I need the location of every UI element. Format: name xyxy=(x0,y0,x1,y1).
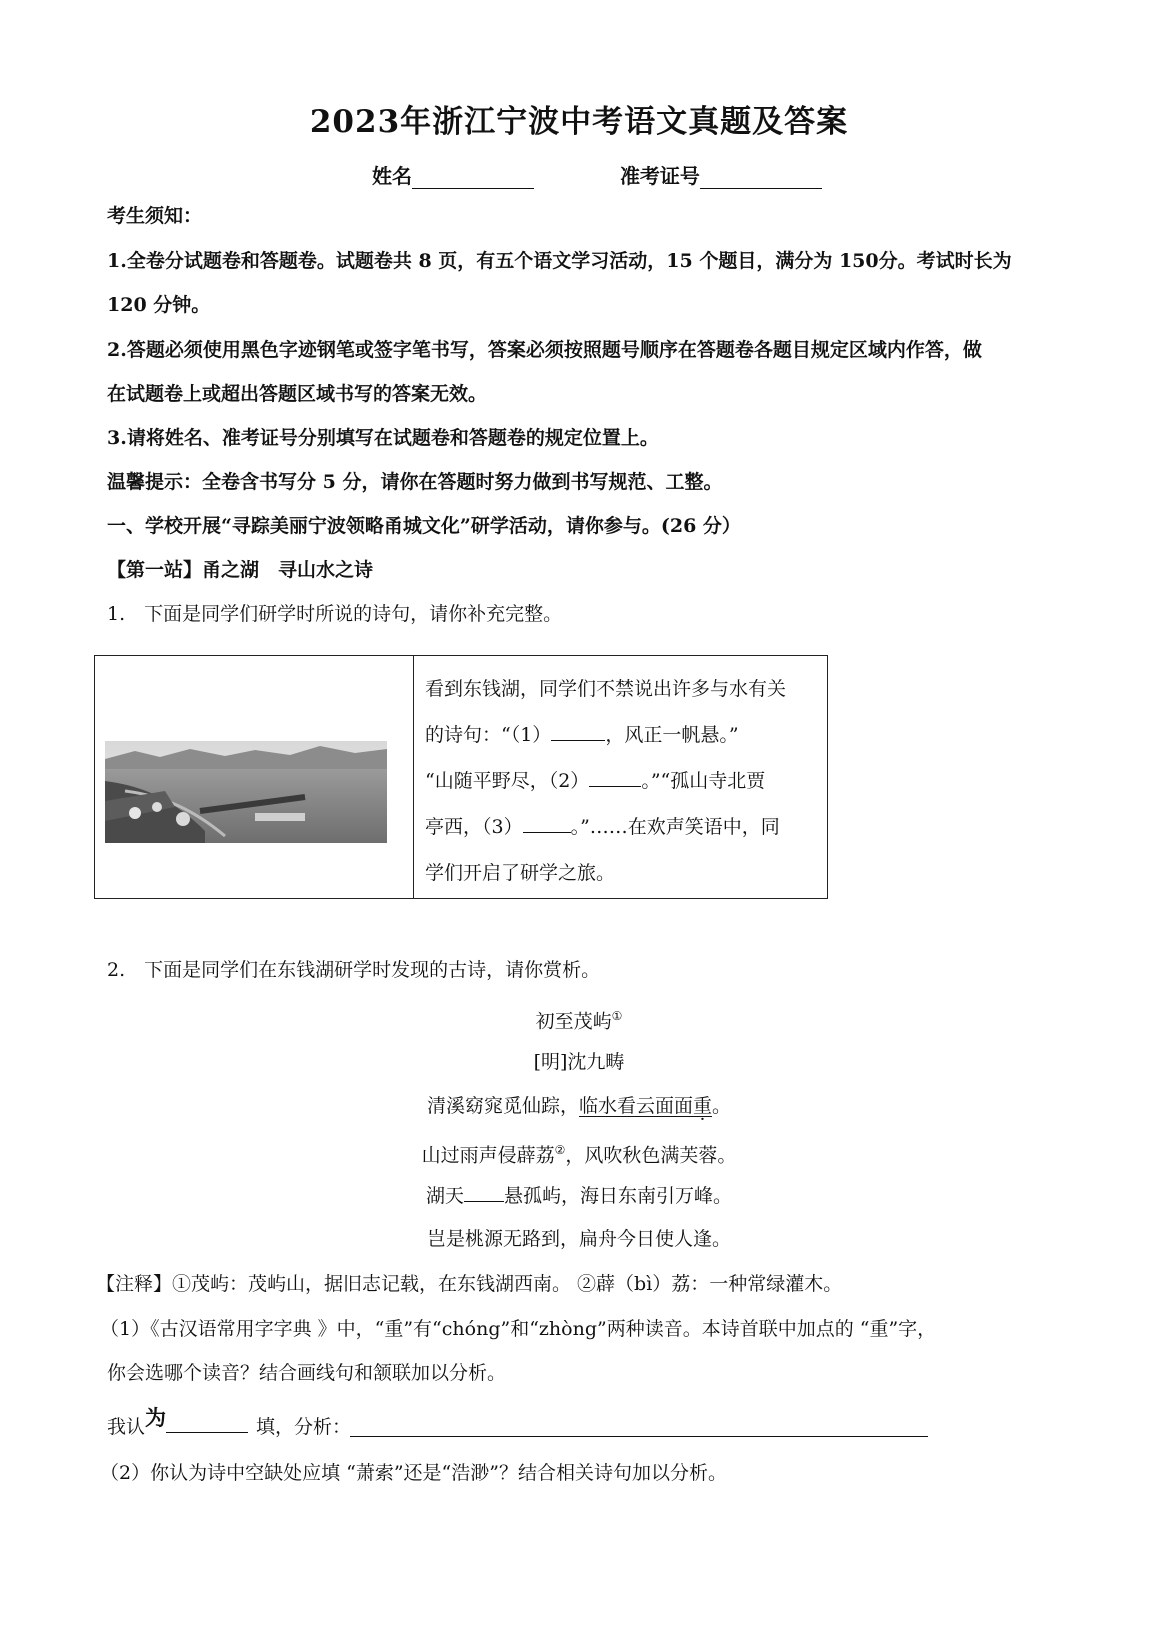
id-line xyxy=(372,160,822,189)
answer-reading-blank[interactable] xyxy=(166,1412,248,1433)
answer-wei: 为 xyxy=(145,1405,167,1430)
section-heading: 一、学校开展“寻踪美丽宁波领略甬城文化”研学活动，请你参与。(26 分） xyxy=(107,515,741,537)
lake-photo xyxy=(105,741,387,843)
sub-question-2: （2）你认为诗中空缺处应填 “萧索”还是“浩渺”？结合相关诗句加以分析。 xyxy=(100,1462,727,1484)
dotted-char: 重 xyxy=(693,1095,713,1117)
sub-question-1: （1）《古汉语常用字字典 》中，“重”有“chóng”和“zhòng”两种读音。本诗首联中加点的 “重”字， xyxy=(100,1318,937,1340)
fill-line-2: 的诗句：“（1） ，风正一帆悬。” xyxy=(425,712,815,758)
sub-question-1-cont: 你会选哪个读音？结合画线句和颔联加以分析。 xyxy=(107,1362,507,1384)
notice-tip: 温馨提示：全卷含书写分 5 分，请你在答题时努力做到书写规范、工整。 xyxy=(107,471,723,493)
notice-item-1: 1.全卷分试题卷和答题卷。试题卷共 8 页，有五个语文学习活动，15 个题目，满分为 150分。考试时长为 xyxy=(107,250,1012,272)
box-divider xyxy=(413,656,414,898)
poem-title: 初至茂屿① xyxy=(535,1009,623,1033)
exam-no-blank[interactable] xyxy=(700,168,822,189)
page-title: 2023年浙江宁波中考语文真题及答案 xyxy=(309,104,849,140)
poem-line-2-note: ② xyxy=(554,1143,566,1157)
notice-heading: 考生须知： xyxy=(107,205,203,227)
blank-1[interactable] xyxy=(551,720,605,741)
notice-item-3: 3.请将姓名、准考证号分别填写在试题卷和答题卷的规定位置上。 xyxy=(107,427,659,449)
poem-author: [明]沈九畴 xyxy=(533,1051,625,1073)
station-heading xyxy=(107,557,373,583)
poem-blank[interactable] xyxy=(464,1181,504,1202)
question-1-box xyxy=(94,655,828,899)
fill-line-5: 学们开启了研学之旅。 xyxy=(425,862,616,884)
fill-line-1: 看到东钱湖，同学们不禁说出许多与水有关 xyxy=(425,678,787,700)
poem-line-3: 湖天 悬孤屿，海日东南引万峰。 xyxy=(0,1181,1158,1209)
notice-item-2: 2.答题必须使用黑色字迹钢笔或签字笔书写，答案必须按照题号顺序在答题卷各题目规定区域内作答，做 xyxy=(107,339,982,361)
poem-title-note: ① xyxy=(611,1009,623,1023)
poem-line-1: 清溪窈窕觅仙踪，临水看云面面重。 xyxy=(426,1095,732,1117)
question-1: 1. 下面是同学们研学时所说的诗句，请你补充完整。 xyxy=(107,603,563,625)
blank-3[interactable] xyxy=(523,812,571,833)
question-2: 2. 下面是同学们在东钱湖研学时发现的古诗，请你赏析。 xyxy=(107,959,601,981)
poem-line-2: 山过雨声侵薜荔②，风吹秋色满芙蓉。 xyxy=(421,1143,737,1167)
answer-line: 我认为 填，分析： xyxy=(107,1405,352,1438)
poem-notes: 【注释】①茂屿：茂屿山，据旧志记载，在东钱湖西南。 ②薜（bì）荔：一种常绿灌木。 xyxy=(96,1273,843,1295)
notice-item-2-cont: 在试题卷上或超出答题区域书写的答案无效。 xyxy=(107,383,488,405)
exam-no-label: 准考证号 xyxy=(619,164,700,188)
name-label: 姓名 xyxy=(372,164,412,188)
poem-fill-text xyxy=(425,666,815,896)
name-blank[interactable] xyxy=(412,168,534,189)
fill-line-4: 亭西，（3） 。”……在欢声笑语中，同 xyxy=(425,804,815,850)
station-text: 【第一站】甬之湖 寻山水之诗 xyxy=(107,559,374,581)
underlined-line: 临水看云面面重 xyxy=(578,1095,713,1117)
poem-line-4: 岂是桃源无路到，扁舟今日使人逢。 xyxy=(426,1228,731,1250)
fill-line-3: “山随平野尽，（2） 。”“孤山寺北贾 xyxy=(425,758,815,804)
notice-item-1-cont: 120 分钟。 xyxy=(107,294,211,316)
analysis-answer-line[interactable] xyxy=(350,1436,928,1437)
blank-2[interactable] xyxy=(589,766,641,787)
